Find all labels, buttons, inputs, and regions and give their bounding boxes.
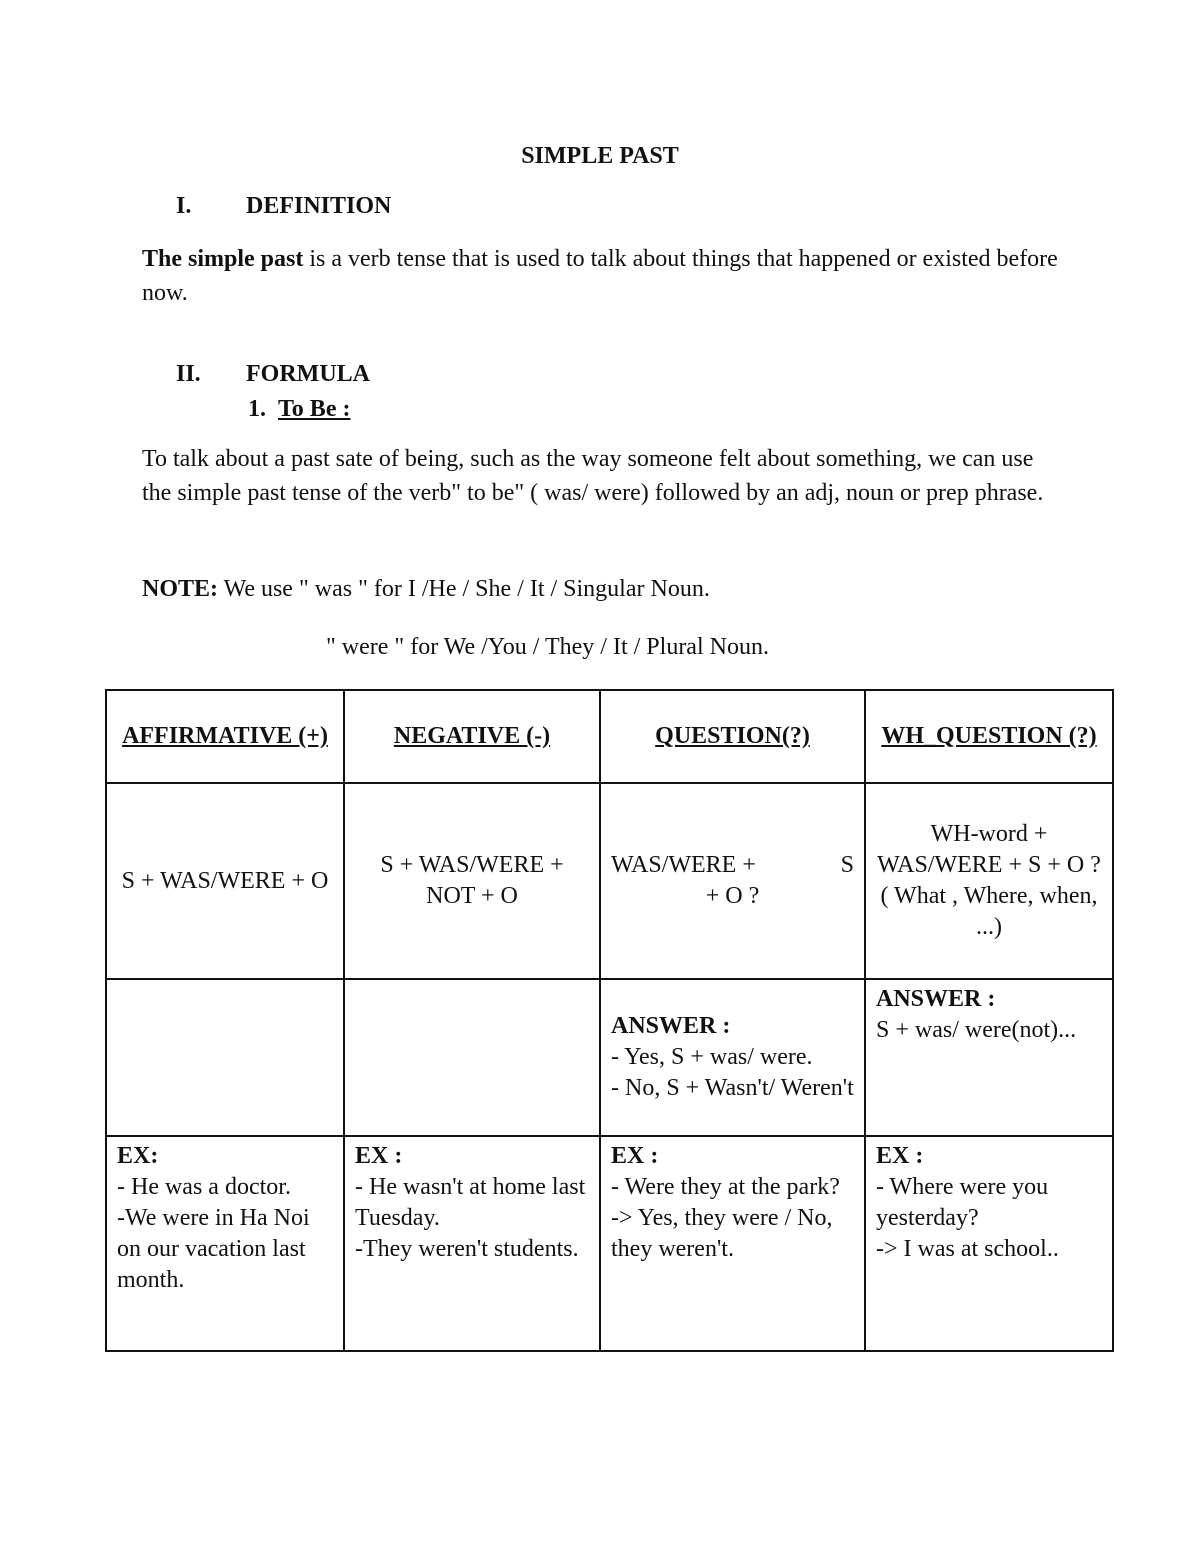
note-text: We use " was " for I /He / She / It / Singular Noun.	[218, 576, 710, 602]
formula-wh-line-2: ( What , Where, when, ...)	[880, 883, 1098, 940]
example-line: - He was a doctor.	[117, 1174, 291, 1200]
header-question: QUESTION(?)	[600, 690, 865, 783]
note-line-1	[142, 572, 1062, 606]
note-label: NOTE:	[142, 576, 219, 602]
document-title: SIMPLE PAST	[521, 143, 679, 169]
header-wh-question: WH_QUESTION (?)	[865, 690, 1113, 783]
example-label: EX:	[117, 1143, 159, 1169]
header-negative: NEGATIVE (-)	[344, 690, 600, 783]
answer-question	[600, 979, 865, 1136]
definition-text: is a verb tense that is used to talk about things that happened or existed before now.	[142, 246, 1058, 306]
formula-question-part-c: + O ?	[705, 883, 760, 909]
table-example-row	[106, 1136, 1113, 1351]
formula-affirmative: S + WAS/WERE + O	[106, 783, 344, 979]
example-line: -> I was at school..	[876, 1236, 1059, 1262]
answer-line: - Yes, S + was/ were.	[611, 1044, 813, 1070]
section-number: II.	[176, 361, 201, 387]
formula-question-part-a: WAS/WERE +	[611, 852, 756, 878]
answer-line: S + was/ were(not)...	[876, 1017, 1077, 1043]
example-line: -We were in Ha Noi on our vacation last month.	[117, 1205, 310, 1293]
section-heading-formula	[176, 361, 370, 388]
formula-wh-question	[865, 783, 1113, 979]
section-title: DEFINITION	[246, 193, 392, 219]
example-affirmative	[106, 1136, 344, 1351]
formula-question-part-b: S	[840, 852, 854, 878]
definition-term: The simple past	[142, 246, 304, 272]
table-answer-row	[106, 979, 1113, 1136]
example-negative	[344, 1136, 600, 1351]
answer-label: ANSWER :	[876, 986, 996, 1012]
to-be-paragraph: To talk about a past sate of being, such as the way someone felt about something, we can use the simple past tense of the verb" to be" ( was/ were) followed by an adj, noun or prep phrase.	[142, 446, 1044, 506]
example-wh-question	[865, 1136, 1113, 1351]
simple-past-table	[105, 689, 1114, 1352]
example-line: - Where were you yesterday?	[876, 1174, 1049, 1231]
answer-wh-question	[865, 979, 1113, 1136]
section-title: FORMULA	[246, 361, 370, 387]
example-question	[600, 1136, 865, 1351]
table-formula-row	[106, 783, 1113, 979]
example-label: EX :	[611, 1143, 659, 1169]
example-line: -> Yes, they were / No, they weren't.	[611, 1205, 833, 1262]
note-line-2: " were " for We /You / They / It / Plural Noun.	[326, 634, 769, 660]
answer-line: - No, S + Wasn't/ Weren't	[611, 1075, 854, 1101]
example-line: - Were they at the park?	[611, 1174, 840, 1200]
answer-negative-empty	[344, 979, 600, 1136]
example-line: - He wasn't at home last Tuesday.	[355, 1174, 586, 1231]
subsection-label: To Be :	[278, 396, 351, 422]
example-label: EX :	[876, 1143, 924, 1169]
definition-paragraph	[142, 242, 1062, 310]
formula-question	[600, 783, 865, 979]
answer-label: ANSWER :	[611, 1013, 731, 1039]
formula-wh-line-1: WH-word + WAS/WERE + S + O ?	[877, 821, 1101, 878]
formula-negative: S + WAS/WERE + NOT + O	[344, 783, 600, 979]
subsection-heading-to-be	[248, 396, 350, 423]
section-heading-definition	[176, 193, 391, 220]
answer-affirmative-empty	[106, 979, 344, 1136]
table-header-row	[106, 690, 1113, 783]
example-label: EX :	[355, 1143, 403, 1169]
subsection-number: 1.	[248, 396, 266, 422]
example-line: -They weren't students.	[355, 1236, 579, 1262]
section-number: I.	[176, 193, 192, 219]
header-affirmative: AFFIRMATIVE (+)	[106, 690, 344, 783]
